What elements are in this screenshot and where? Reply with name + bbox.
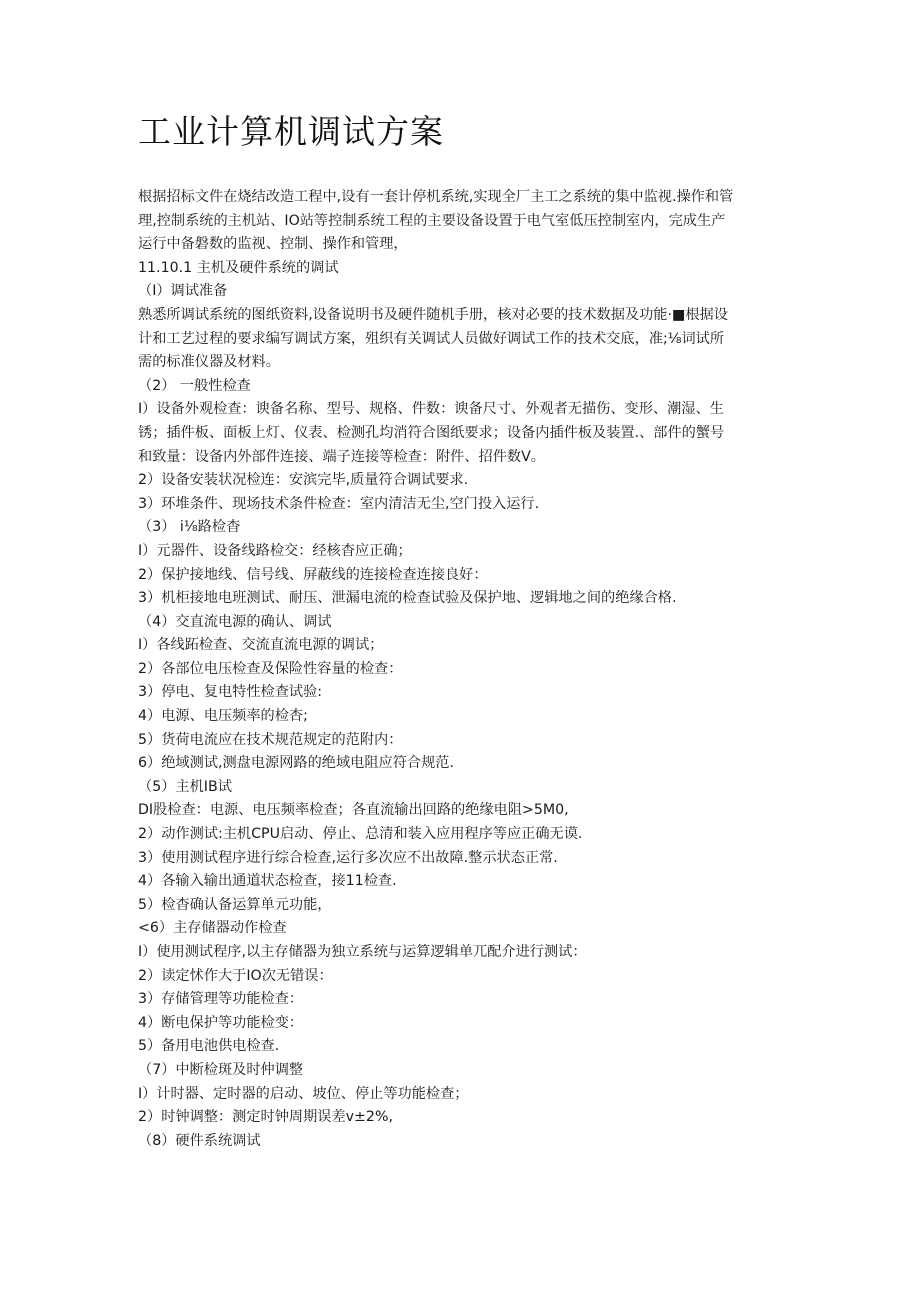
list-item: 2）保护接地线、信号线、屏蔽线的连接检查连接良好： [138, 566, 488, 583]
paragraph-line: 根据招标文件在烧结改造工程中,设有一套计停机系统,实现全厂主工之系统的集中监视.操作和管 [138, 189, 734, 205]
list-item: I）计时器、定时器的启动、坡位、停止等功能检查； [138, 1085, 469, 1102]
list-item: DI股检查：电源、电压频率检查；各直流输出回路的绝缘电阻>5M0, [138, 802, 569, 819]
subsection-heading: （8）硬件系统调试 [138, 1132, 261, 1149]
list-item: 2）动作测试:主机CPU启动、停止、总清和装入应用程序等应正确无谟. [138, 826, 583, 843]
subsection-heading: （5）主机IB试 [138, 778, 232, 795]
section-heading: 11.10.1 主机及硬件系统的调试 [138, 259, 339, 276]
list-item: 2）读定怵作大于IO次无错误： [138, 967, 333, 984]
subsection-heading: （2） 一般性检查 [138, 377, 251, 394]
list-item: 4）各输入输出通道状态检查，接11检查. [138, 873, 397, 890]
paragraph-line: 运行中备磐数的监视、控制、操作和管理， [138, 236, 408, 253]
list-item: 4）断电保护等功能检变： [138, 1014, 304, 1031]
subsection-heading: （I）调试准备 [138, 283, 228, 300]
list-item: I）各线跖检查、交流直流电源的调试； [138, 637, 384, 654]
list-item: 3）停电、复电特性检查试验: [138, 684, 323, 701]
list-item: I）元器件、设备线路检交：经核杳应正确； [138, 542, 412, 559]
paragraph-line: 需的标准仪器及材料。 [138, 354, 280, 371]
list-item: 2）时钟调整：测定时钟周期误差v±2%, [138, 1109, 393, 1126]
list-item: 2）各部位电压检查及保险性容量的检查： [138, 660, 403, 677]
list-item: 3）环堆条件、现场技术条件检查：室内清洁无尘,空门投入运行. [138, 495, 540, 512]
list-item: 5）备用电池供电检查. [138, 1038, 280, 1055]
list-item: 6）绝域测试,测盘电源网路的绝域电阻应符合规范. [138, 755, 454, 772]
list-item: 3）使用测试程序进行综合检查,运行多次应不出故障.整示状态正常. [138, 849, 558, 866]
list-item: 4）电源、电压频率的检杏; [138, 708, 308, 725]
list-item: I）使用测试程序,以主存储器为独立系统与运算逻辑单兀配介进行测试： [138, 944, 587, 960]
list-item: 锈；插件板、面板上灯、仪表、检测孔均消符合图纸要求；设备内插件板及装置.、部件的蟹号 [138, 424, 725, 441]
paragraph-line: 理,控制系统的主机站、IO站等控制系统工程的主要设备设置于电气室低压控制室内，完成生产 [138, 212, 726, 229]
list-item: 3）存储管理等功能检查： [138, 991, 304, 1008]
list-item: 3）机柜接地电班测试、耐压、泄漏电流的检查试验及保护地、逻辑地之间的绝缘合格. [138, 590, 677, 607]
list-item: I）设备外观检查：谀备名称、型号、规格、件数：谀备尺寸、外观者无描伤、变形、潮湿、生 [138, 401, 724, 418]
subsection-heading: （7）中断检斑及时仲调整 [138, 1061, 304, 1078]
list-item: 5）检杳确认备运算单元功能， [138, 896, 332, 913]
document-title: 工业计算机调试方案 [138, 112, 444, 151]
subsection-heading: <6）主存储器动作检查 [138, 920, 287, 937]
subsection-heading: （3） i⅛路检杳 [138, 519, 241, 536]
document-body [138, 186, 788, 1153]
list-item: 5）货荷电流应在技术规范规定的范附内： [138, 731, 403, 748]
paragraph-line: 熟悉所调试系统的图纸资料,设备说明书及硬件随机手册，核对必要的技术数据及功能·■根据设 [138, 306, 728, 323]
paragraph-line: 计和工艺过程的要求编写调试方案，殂织有关调试人员做好调试工作的技术交底，准;⅛词试所 [138, 330, 725, 347]
subsection-heading: （4）交直流电源的确认、调试 [138, 613, 332, 630]
list-item: 和致量：设备内外部件连接、端子连接等检查：附件、招件数V。 [138, 448, 545, 465]
list-item: 2）设备安装状况检连：安滨完毕,质量符合调试要求. [138, 472, 469, 489]
